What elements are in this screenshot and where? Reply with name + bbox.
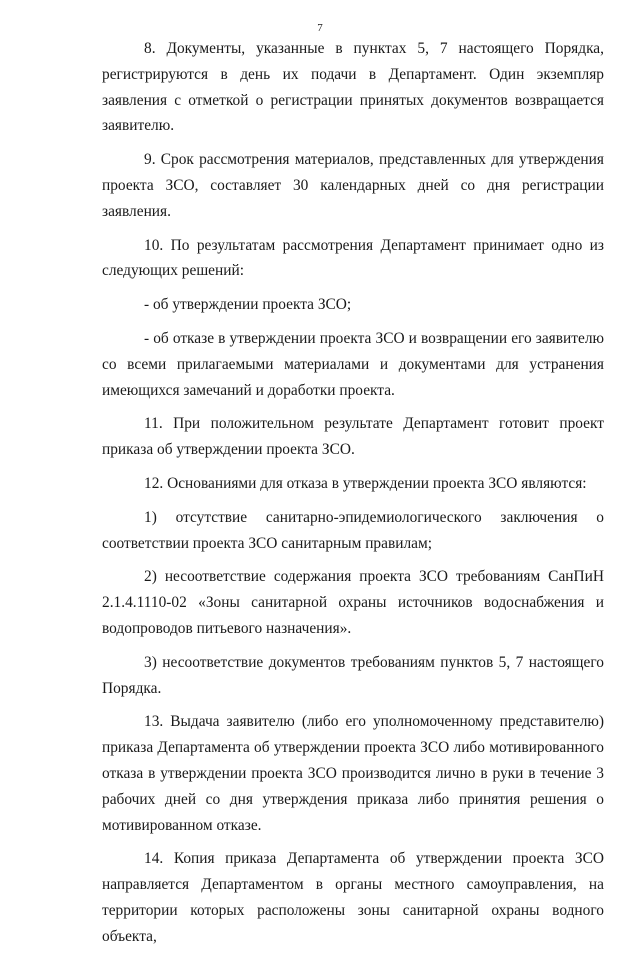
- paragraph-12: 12. Основаниями для отказа в утверждении проекта ЗСО являются:: [144, 474, 587, 492]
- paragraph-8: 8. Документы, указанные в пунктах 5, 7 настоящего Порядка, регистрируются в день их подачи в Департамент. Один экземпляр заявления с отметкой о регистрации принятых документов возвращается заявителю.: [102, 40, 604, 135]
- refusal-reason-2: 2) несоответствие содержания проекта ЗСО требованиям СанПиН 2.1.4.1110-02 «Зоны санитарной охраны источников водоснабжения и водопроводов питьевого назначения».: [102, 568, 604, 637]
- paragraph-9: 9. Срок рассмотрения материалов, представленных для утверждения проекта ЗСО, составляет 30 календарных дней со дня регистрации заявления.: [102, 151, 604, 220]
- refusal-reason-3: 3) несоответствие документов требованиям пунктов 5, 7 настоящего Порядка.: [102, 653, 604, 697]
- decision-option-approve: - об утверждении проекта ЗСО;: [144, 296, 352, 314]
- paragraph-14: 14. Копия приказа Департамента об утверждении проекта ЗСО направляется Департаментом в органы местного самоуправления, на территории которых расположены зоны санитарной охраны водного объекта,: [102, 850, 604, 945]
- paragraph-10: 10. По результатам рассмотрения Департамент принимает одно из следующих решений:: [102, 236, 604, 280]
- document-body: [102, 36, 604, 958]
- page-number: 7: [317, 22, 323, 34]
- paragraph-13: 13. Выдача заявителю (либо его уполномоченному представителю) приказа Департамента об утверждении проекта ЗСО либо мотивированного отказа в утверждении проекта ЗСО производится лично в руки в течение 3 рабочих дней со дня утверждения приказа либо принятия решения о мотивированном отказе.: [102, 713, 604, 834]
- paragraph-11: 11. При положительном результате Департамент готовит проект приказа об утверждении проекта ЗСО.: [102, 415, 604, 459]
- decision-option-refuse: - об отказе в утверждении проекта ЗСО и возвращении его заявителю со всеми прилагаемыми материалами и документами для устранения имеющихся замечаний и доработки проекта.: [102, 329, 604, 399]
- refusal-reason-1: 1) отсутствие санитарно-эпидемиологического заключения о соответствии проекта ЗСО санитарным правилам;: [102, 508, 604, 552]
